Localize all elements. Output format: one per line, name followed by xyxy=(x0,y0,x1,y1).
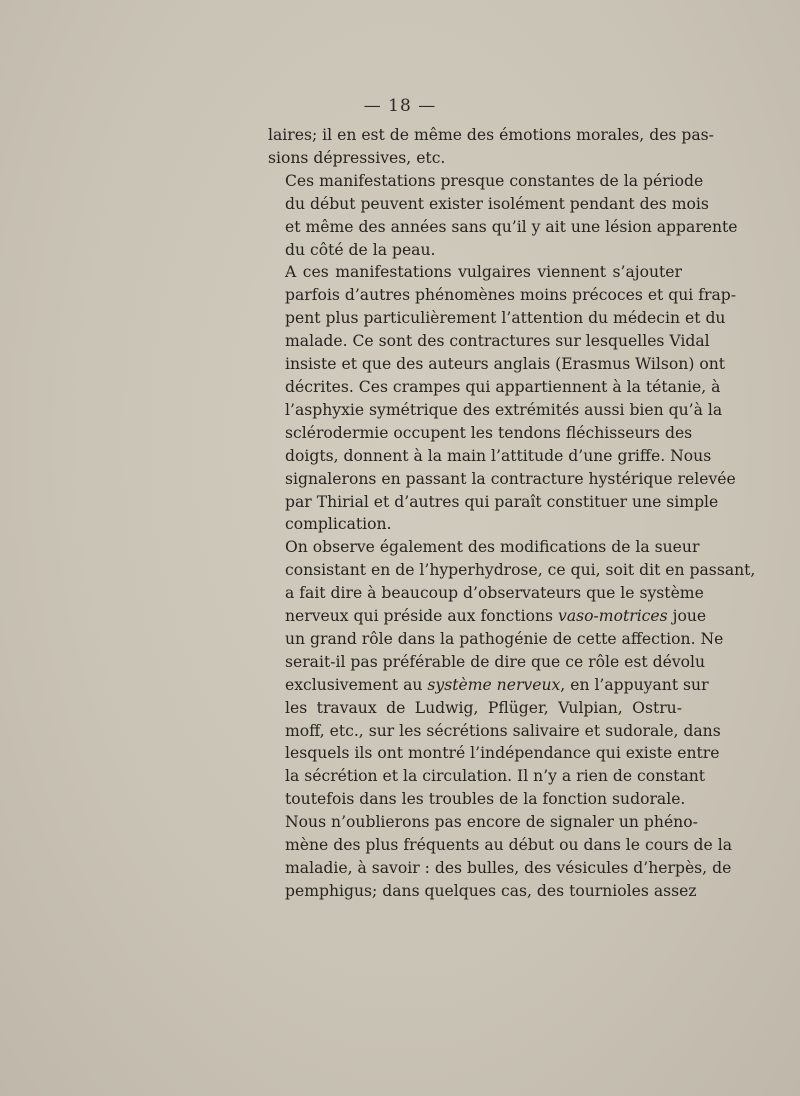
text-line: moff, etc., sur les sécrétions salivaire et sudorale, dans xyxy=(285,721,721,740)
text-line: et même des années sans qu’il y ait une lésion apparente xyxy=(285,217,738,236)
text-line: toutefois dans les troubles de la fonction sudorale. xyxy=(285,790,686,809)
text-line: du début peuvent exister isolément pendant des mois xyxy=(285,194,709,213)
paragraph xyxy=(268,170,738,262)
text-line: mène des plus fréquents au début ou dans le cours de la xyxy=(285,836,732,855)
text-line: insiste et que des auteurs anglais (Erasmus Wilson) ont xyxy=(285,355,726,374)
text-line: On observe également des modifications de la sueur xyxy=(285,538,700,557)
italic-term: système nerveux xyxy=(427,675,561,694)
text-line: par Thirial et d’autres qui paraît constituer une simple xyxy=(285,492,719,511)
text-line: sions dépressives, etc. xyxy=(268,148,446,167)
page-number: — 18 — xyxy=(363,96,437,116)
text-line: les travaux de Ludwig, Pflüger, Vulpian, Ostru- xyxy=(285,698,682,717)
text-line: consistant en de l’hyperhydrose, ce qui, soit dit en passant, xyxy=(285,561,756,580)
text-line: serait-il pas préférable de dire que ce rôle est dévolu xyxy=(285,652,706,671)
text-line: pent plus particulièrement l’attention du médecin et du xyxy=(285,309,726,328)
text-line: décrites. Ces crampes qui appartiennent à la tétanie, à xyxy=(285,377,721,396)
text-line: pemphigus; dans quelques cas, des tournioles assez xyxy=(285,881,697,900)
italic-term: vaso-motrices xyxy=(558,607,668,626)
text-line: laires; il en est de même des émotions morales, des pas- xyxy=(268,126,714,144)
text-line: l’asphyxie symétrique des extrémités aussi bien qu’à la xyxy=(285,400,723,419)
text-line: a fait dire à beaucoup d’observateurs que le système xyxy=(285,584,704,603)
text-line: la sécrétion et la circulation. Il n’y a rien de constant xyxy=(285,767,706,786)
text-line: sclérodermie occupent les tendons fléchisseurs des xyxy=(285,423,693,442)
text-line: malade. Ce sont des contractures sur lesquelles Vidal xyxy=(285,332,710,351)
text-line: nerveux qui préside aux fonctions vaso-motrices joue xyxy=(285,607,707,626)
paragraph xyxy=(268,261,737,536)
text-line: du côté de la peau. xyxy=(285,240,436,259)
text-line: Ces manifestations presque constantes de la période xyxy=(285,171,704,190)
text-line: Nous n’oublierons pas encore de signaler un phéno- xyxy=(285,813,698,832)
text-line: exclusivement au système nerveux, en l’appuyant sur xyxy=(285,675,709,694)
paragraph xyxy=(268,811,732,903)
text-line: parfois d’autres phénomènes moins précoces et qui frap- xyxy=(285,286,737,305)
body-text xyxy=(268,124,756,903)
text-line: signalerons en passant la contracture hystérique relevée xyxy=(285,469,736,488)
text-line: complication. xyxy=(285,515,392,534)
text-line: un grand rôle dans la pathogénie de cette affection. Ne xyxy=(285,629,724,648)
text-line: A ces manifestations vulgaires viennent s’ajouter xyxy=(285,263,682,282)
text-line: lesquels ils ont montré l’indépendance qui existe entre xyxy=(285,744,720,763)
text-line: doigts, donnent à la main l’attitude d’une griffe. Nous xyxy=(285,446,712,465)
paragraph xyxy=(268,536,756,811)
text-line: maladie, à savoir : des bulles, des vésicules d’herpès, de xyxy=(285,859,732,877)
paragraph xyxy=(268,124,714,170)
